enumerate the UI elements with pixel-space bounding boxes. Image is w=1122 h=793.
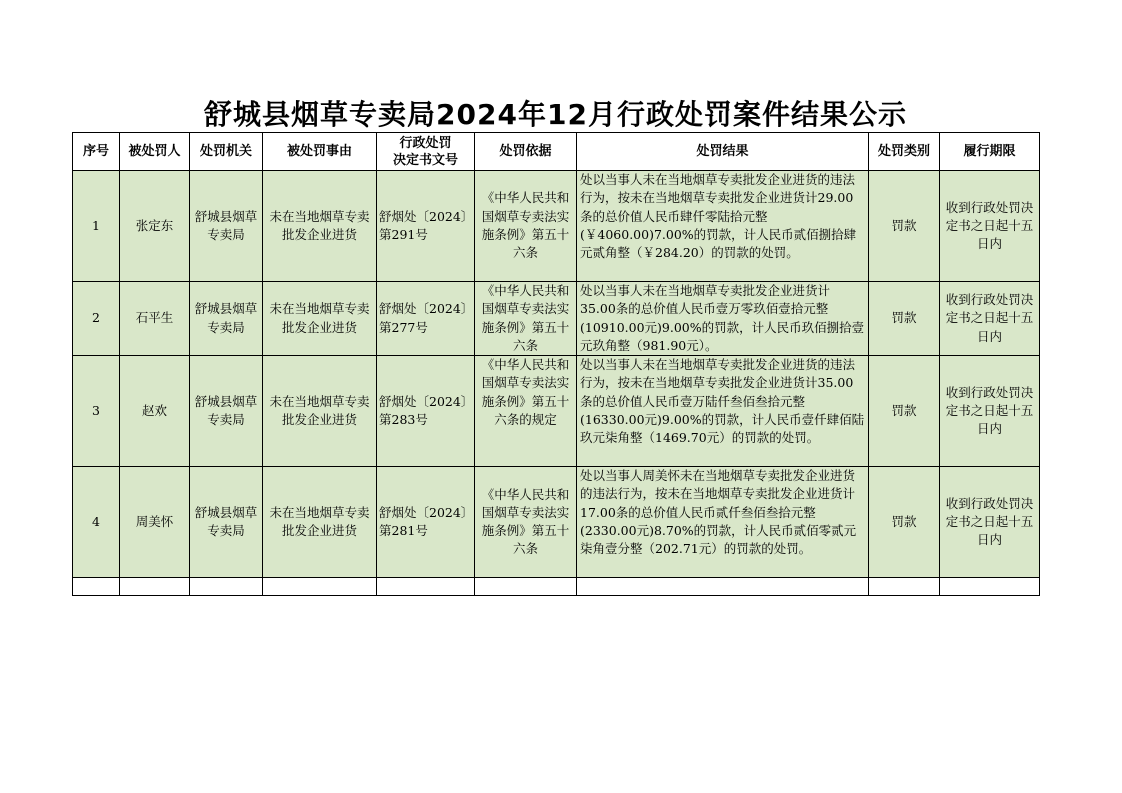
empty-cell (73, 578, 120, 596)
empty-cell (869, 578, 940, 596)
header-doc-no-line1: 行政处罚 (399, 135, 452, 151)
cell-reason: 未在当地烟草专卖批发企业进货 (263, 282, 377, 356)
cell-deadline: 收到行政处罚决定书之日起十五日内 (940, 356, 1040, 467)
cell-result: 处以当事人未在当地烟草专卖批发企业进货的违法行为，按未在当地烟草专卖批发企业进货计35.00条的总价值人民币壹万陆仟叁佰叁拾元整(16330.00元)9.00%的罚款，计人民币壹仟肆佰陆玖元柒角整（1469.70元）的罚款的处罚。 (577, 356, 869, 467)
cell-basis: 《中华人民共和国烟草专卖法实施条例》第五十六条 (475, 282, 577, 356)
header-seq: 序号 (73, 133, 120, 171)
cell-party: 周美怀 (120, 467, 190, 578)
cell-result: 处以当事人周美怀未在当地烟草专卖批发企业进货的违法行为，按未在当地烟草专卖批发企业进货计17.00条的总价值人民币贰仟叁佰叁拾元整(2330.00元)8.70%的罚款，计人民币贰佰零贰元柒角壹分整（202.71元）的罚款的处罚。 (577, 467, 869, 578)
cell-basis: 《中华人民共和国烟草专卖法实施条例》第五十六条 (475, 171, 577, 282)
page-title: 舒城县烟草专卖局2024年12月行政处罚案件结果公示 (204, 98, 907, 131)
header-category: 处罚类别 (869, 133, 940, 171)
cell-basis: 《中华人民共和国烟草专卖法实施条例》第五十六条的规定 (475, 356, 577, 467)
cell-party: 张定东 (120, 171, 190, 282)
header-deadline: 履行期限 (940, 133, 1040, 171)
table-row (73, 467, 1040, 578)
header-reason: 被处罚事由 (263, 133, 377, 171)
cell-doc-no: 舒烟处〔2024〕第283号 (377, 356, 475, 467)
empty-cell (190, 578, 263, 596)
header-doc-no-line2: 决定书文号 (392, 152, 458, 168)
penalty-table (72, 132, 1040, 596)
cell-category: 罚款 (869, 467, 940, 578)
empty-cell (475, 578, 577, 596)
cell-reason: 未在当地烟草专卖批发企业进货 (263, 356, 377, 467)
cell-agency: 舒城县烟草专卖局 (190, 356, 263, 467)
cell-result: 处以当事人未在当地烟草专卖批发企业进货的违法行为，按未在当地烟草专卖批发企业进货计29.00条的总价值人民币肆仟零陆拾元整(￥4060.00)7.00%的罚款，计人民币贰佰捌拾肆元贰角整（￥284.20）的罚款的处罚。 (577, 171, 869, 282)
empty-cell (577, 578, 869, 596)
cell-seq: 3 (73, 356, 120, 467)
cell-party: 赵欢 (120, 356, 190, 467)
empty-cell (120, 578, 190, 596)
table-row (73, 356, 1040, 467)
cell-category: 罚款 (869, 282, 940, 356)
cell-seq: 1 (73, 171, 120, 282)
cell-category: 罚款 (869, 356, 940, 467)
cell-doc-no: 舒烟处〔2024〕第281号 (377, 467, 475, 578)
empty-cell (940, 578, 1040, 596)
header-agency: 处罚机关 (190, 133, 263, 171)
empty-cell (377, 578, 475, 596)
cell-agency: 舒城县烟草专卖局 (190, 282, 263, 356)
cell-agency: 舒城县烟草专卖局 (190, 467, 263, 578)
header-doc-no (377, 133, 475, 171)
cell-party: 石平生 (120, 282, 190, 356)
table-row (73, 171, 1040, 282)
cell-deadline: 收到行政处罚决定书之日起十五日内 (940, 467, 1040, 578)
cell-doc-no: 舒烟处〔2024〕第291号 (377, 171, 475, 282)
table-row (73, 282, 1040, 356)
header-row (73, 133, 1040, 171)
empty-row (73, 578, 1040, 596)
header-party: 被处罚人 (120, 133, 190, 171)
cell-seq: 2 (73, 282, 120, 356)
header-result: 处罚结果 (577, 133, 869, 171)
cell-seq: 4 (73, 467, 120, 578)
cell-agency: 舒城县烟草专卖局 (190, 171, 263, 282)
cell-deadline: 收到行政处罚决定书之日起十五日内 (940, 171, 1040, 282)
cell-reason: 未在当地烟草专卖批发企业进货 (263, 467, 377, 578)
header-basis: 处罚依据 (475, 133, 577, 171)
cell-deadline: 收到行政处罚决定书之日起十五日内 (940, 282, 1040, 356)
cell-category: 罚款 (869, 171, 940, 282)
cell-result: 处以当事人未在当地烟草专卖批发企业进货计35.00条的总价值人民币壹万零玖佰壹拾元整(10910.00元)9.00%的罚款，计人民币玖佰捌拾壹元玖角整（981.90元）。 (577, 282, 869, 356)
empty-cell (263, 578, 377, 596)
cell-doc-no: 舒烟处〔2024〕第277号 (377, 282, 475, 356)
cell-basis: 《中华人民共和国烟草专卖法实施条例》第五十六条 (475, 467, 577, 578)
cell-reason: 未在当地烟草专卖批发企业进货 (263, 171, 377, 282)
